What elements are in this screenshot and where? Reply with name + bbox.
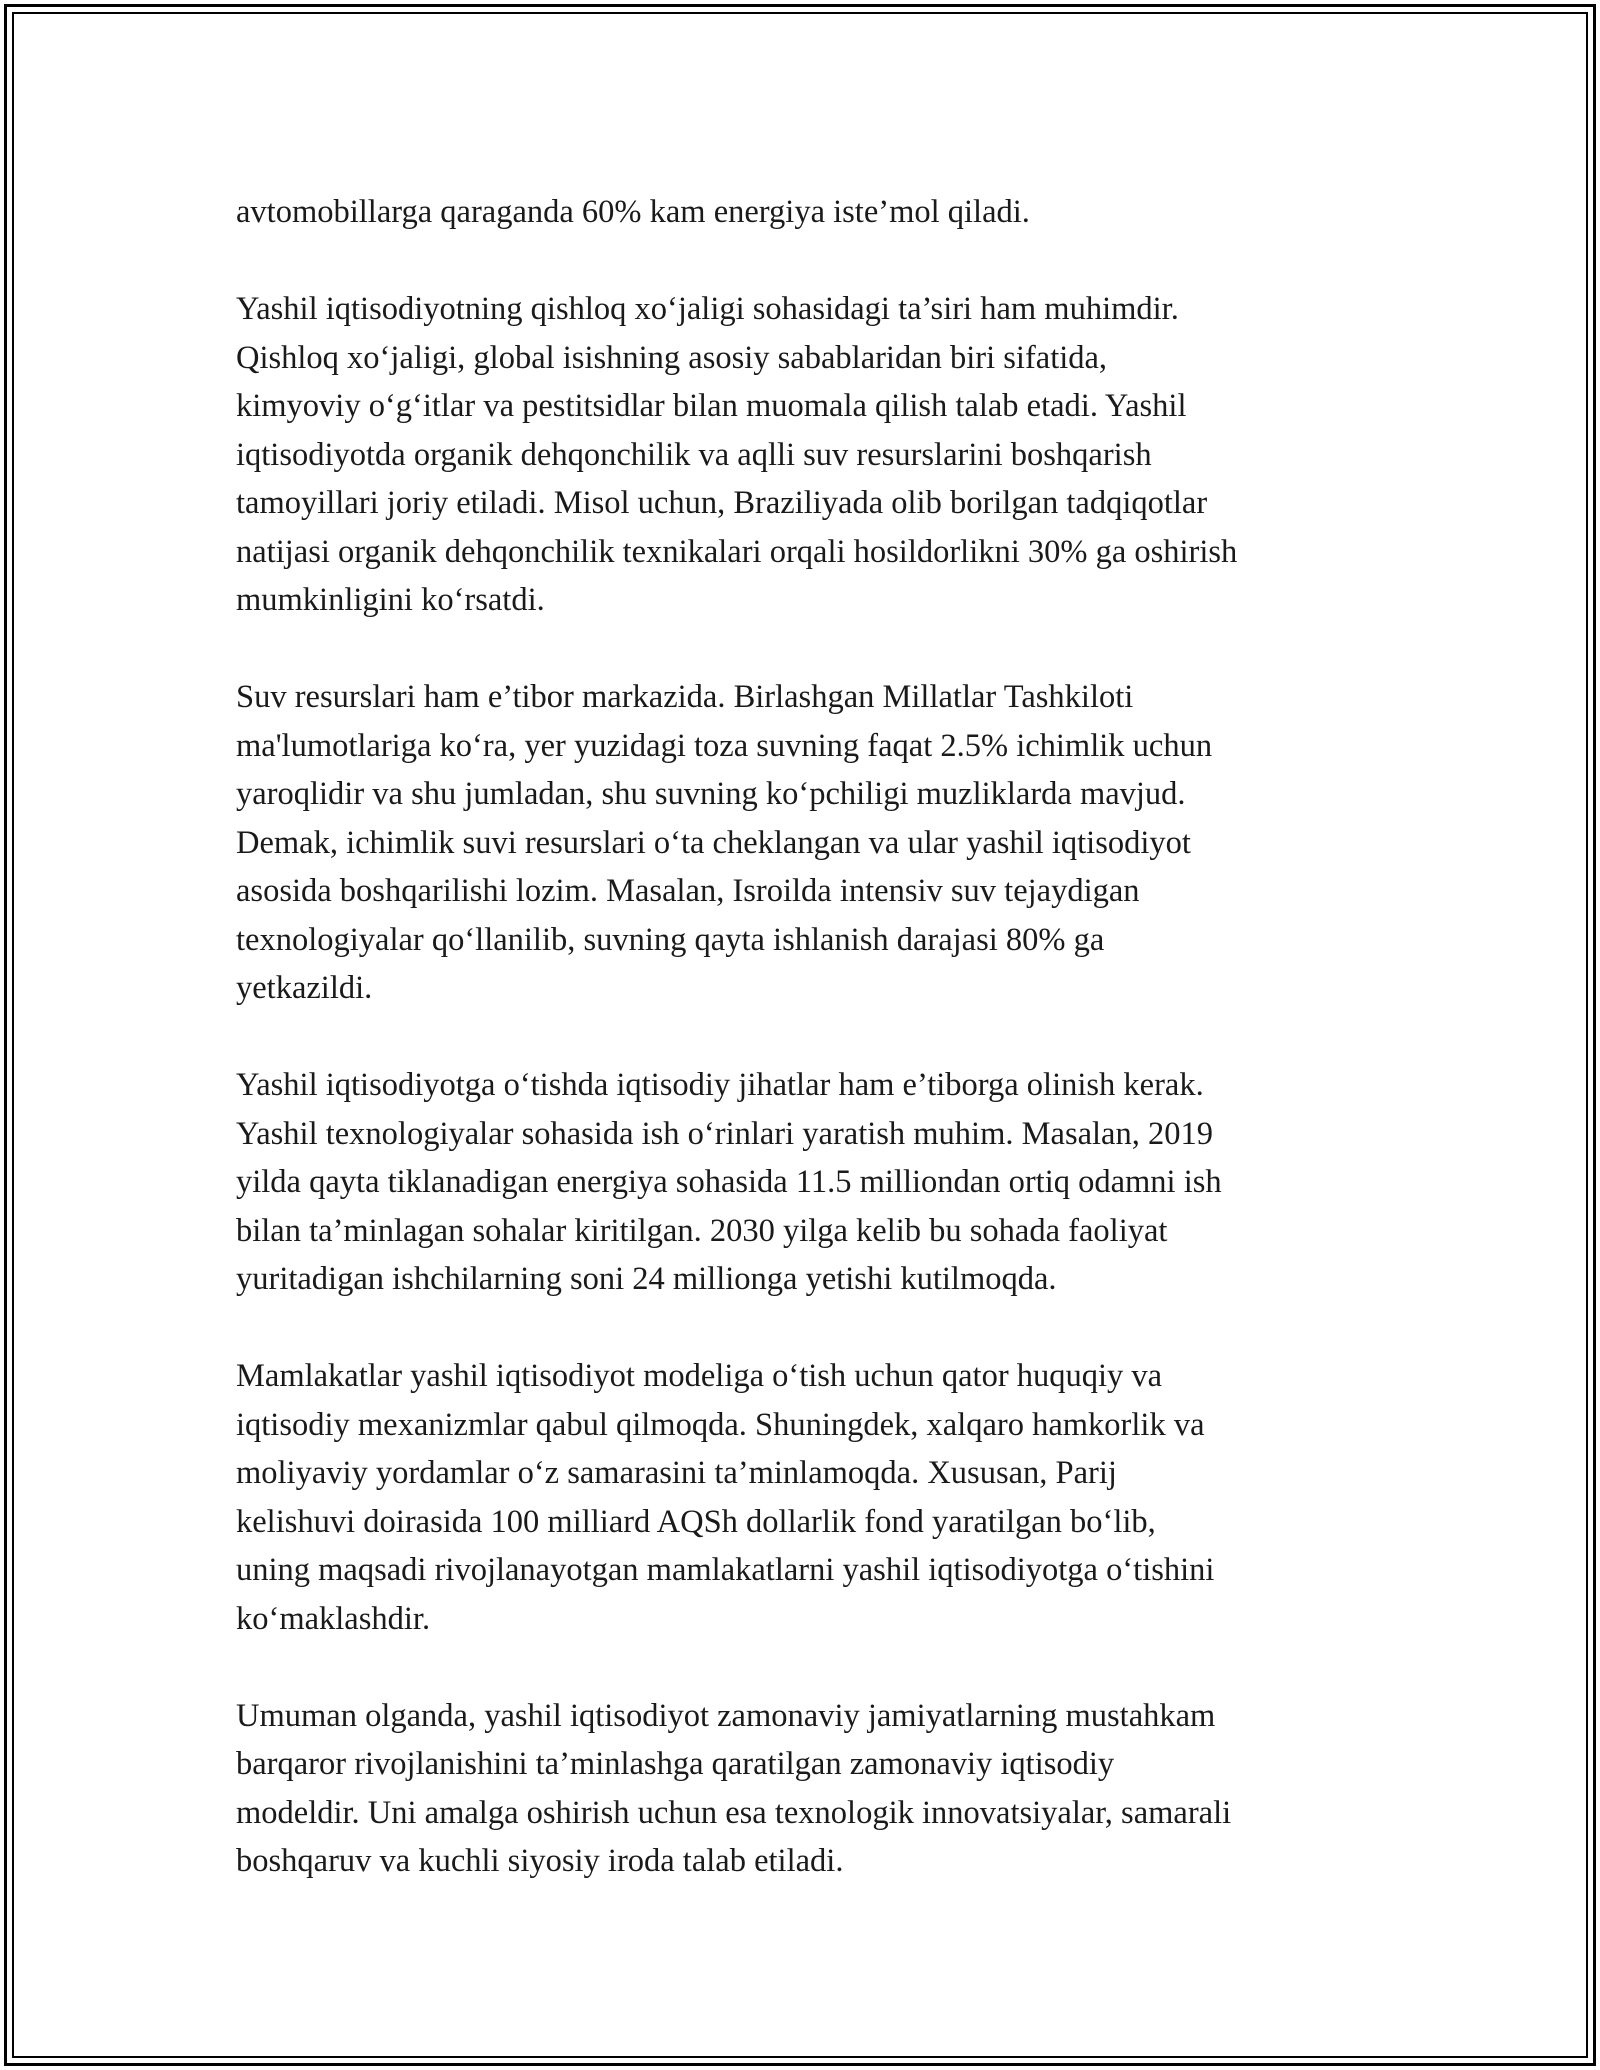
- document-body: [236, 188, 1376, 1886]
- text-line: ma'lumotlariga ko‘ra, yer yuzidagi toza suvning faqat 2.5% ichimlik uchun: [236, 727, 1213, 764]
- text-line: Yashil iqtisodiyotning qishloq xo‘jaligi sohasidagi ta’siri ham muhimdir.: [236, 291, 1179, 327]
- text-line: kimyoviy o‘g‘itlar va pestitsidlar bilan muomala qilish talab etadi. Yashil: [236, 388, 1187, 424]
- text-line: iqtisodiy mexanizmlar qabul qilmoqda. Shuningdek, xalqaro hamkorlik va: [236, 1406, 1205, 1443]
- text-line: Yashil texnologiyalar sohasida ish o‘rinlari yaratish muhim. Masalan, 2019: [236, 1115, 1213, 1152]
- text-line: barqaror rivojlanishini ta’minlashga qaratilgan zamonaviy iqtisodiy: [236, 1746, 1115, 1782]
- paragraph-conclusion: [236, 1692, 1376, 1886]
- text-line: yilda qayta tiklanadigan energiya sohasida 11.5 milliondan ortiq odamni ish: [236, 1164, 1222, 1200]
- text-line: avtomobillarga qaraganda 60% kam energiya iste’mol qiladi.: [236, 194, 1030, 230]
- text-line: Suv resurslari ham e’tibor markazida. Birlashgan Millatlar Tashkiloti: [236, 679, 1134, 715]
- paragraph-energy-continuation: [236, 188, 1376, 237]
- text-line: Yashil iqtisodiyotga o‘tishda iqtisodiy jihatlar ham e’tiborga olinish kerak.: [236, 1067, 1204, 1103]
- text-line: boshqaruv va kuchli siyosiy iroda talab etiladi.: [236, 1843, 844, 1879]
- text-line: asosida boshqarilishi lozim. Masalan, Isroilda intensiv suv tejaydigan: [236, 873, 1140, 909]
- text-line: tamoyillari joriy etiladi. Misol uchun, Braziliyada olib borilgan tadqiqotlar: [236, 485, 1208, 521]
- paragraph-legal-mechanisms: [236, 1352, 1376, 1643]
- text-line: texnologiyalar qo‘llanilib, suvning qayta ishlanish darajasi 80% ga: [236, 921, 1105, 958]
- paragraph-agriculture: [236, 285, 1376, 625]
- text-line: Demak, ichimlik suvi resurslari o‘ta cheklangan va ular yashil iqtisodiyot: [236, 824, 1191, 861]
- text-line: Umuman olganda, yashil iqtisodiyot zamonaviy jamiyatlarning mustahkam: [236, 1697, 1216, 1734]
- text-line: Mamlakatlar yashil iqtisodiyot modeliga o‘tish uchun qator huquqiy va: [236, 1358, 1163, 1394]
- text-line: natijasi organik dehqonchilik texnikalari orqali hosildorlikni 30% ga oshirish: [236, 533, 1238, 570]
- text-line: ko‘maklashdir.: [236, 1600, 431, 1637]
- text-line: iqtisodiyotda organik dehqonchilik va aqlli suv resurslarini boshqarish: [236, 436, 1152, 473]
- text-line: kelishuvi doirasida 100 milliard AQSh dollarlik fond yaratilgan bo‘lib,: [236, 1503, 1156, 1540]
- text-line: mumkinligini ko‘rsatdi.: [236, 582, 545, 618]
- paragraph-economic-aspects: [236, 1061, 1376, 1304]
- text-line: yaroqlidir va shu jumladan, shu suvning ko‘pchiligi muzliklarda mavjud.: [236, 776, 1186, 812]
- text-line: bilan ta’minlagan sohalar kiritilgan. 2030 yilga kelib bu sohada faoliyat: [236, 1212, 1168, 1249]
- text-line: moliyaviy yordamlar o‘z samarasini ta’minlamoqda. Xususan, Parij: [236, 1455, 1117, 1491]
- text-line: yetkazildi.: [236, 970, 373, 1006]
- text-line: uning maqsadi rivojlanayotgan mamlakatlarni yashil iqtisodiyotga o‘tishini: [236, 1552, 1215, 1588]
- text-line: modeldir. Uni amalga oshirish uchun esa texnologik innovatsiyalar, samarali: [236, 1794, 1232, 1831]
- paragraph-water-resources: [236, 673, 1376, 1013]
- text-line: yuritadigan ishchilarning soni 24 millionga yetishi kutilmoqda.: [236, 1261, 1057, 1297]
- text-line: Qishloq xo‘jaligi, global isishning asosiy sabablaridan biri sifatida,: [236, 339, 1108, 376]
